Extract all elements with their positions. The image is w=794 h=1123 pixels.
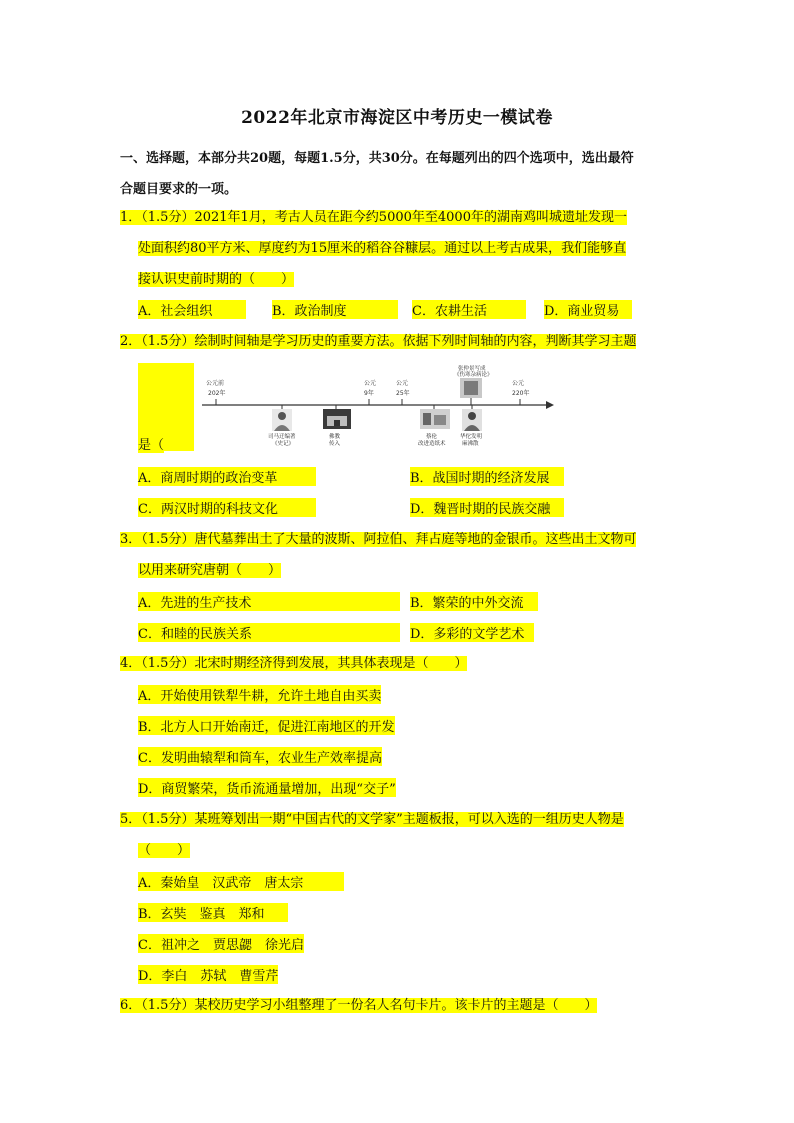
- tick-label-year: 202年: [208, 390, 226, 397]
- tick-label-era: 公元: [396, 380, 409, 387]
- event-label: 张仲景写成: [458, 366, 486, 372]
- option-d[interactable]: D．李白 苏轼 曹雪芹: [138, 965, 278, 984]
- portrait-icon: [462, 409, 482, 431]
- option-c[interactable]: C．发明曲辕犁和筒车，农业生产效率提高: [138, 747, 382, 766]
- option-b[interactable]: B．繁荣的中外交流: [410, 592, 538, 611]
- option-b[interactable]: B．玄奘 鉴真 郑和: [138, 903, 288, 922]
- question-3: [120, 524, 680, 586]
- option-c[interactable]: C．农耕生活: [412, 300, 526, 319]
- question-2-line-1: 2．（1.5分）绘制时间轴是学习历史的重要方法。依据下列时间轴的内容，判断其学习主题: [120, 334, 637, 349]
- event-label: 司马迁编著: [268, 434, 296, 440]
- question-1: [120, 202, 680, 295]
- event-label: 蔡伦: [426, 434, 438, 440]
- option-b[interactable]: B．政治制度: [272, 300, 398, 319]
- tick-label-year: 9年: [364, 390, 374, 397]
- tick-label-year: 220年: [512, 390, 530, 397]
- option-a[interactable]: A．先进的生产技术: [138, 592, 400, 611]
- option-a[interactable]: A．秦始皇 汉武帝 唐太宗: [138, 872, 344, 891]
- arrow-icon: [546, 401, 554, 409]
- tick-label-era: 公元前: [206, 380, 225, 387]
- event-label: 华佗发明: [460, 434, 483, 440]
- event-label: 《史记》: [272, 441, 295, 447]
- event-label: 传入: [329, 441, 341, 447]
- section-line-2: 合题目要求的一项。: [120, 182, 238, 197]
- question-5-line-1: 5．（1.5分）某班筹划出一期“中国古代的文学家”主题板报，可以入选的一组历史人物是: [120, 812, 624, 827]
- timeline-svg: [138, 363, 678, 451]
- event-label: 改进造纸术: [418, 441, 446, 447]
- question-1-line-2: 处面积约80平方米、厚度约为15厘米的稻谷谷糠层。通过以上考古成果，我们能够直: [138, 241, 627, 256]
- question-5: [120, 804, 680, 866]
- tick-label-year: 25年: [396, 390, 410, 397]
- event-label: 麻沸散: [462, 441, 479, 447]
- tick-label-era: 公元: [512, 380, 525, 387]
- question-3-line-1: 3．（1.5分）唐代墓葬出土了大量的波斯、阿拉伯、拜占庭等地的金银币。这些出土文物可: [120, 532, 637, 547]
- option-a[interactable]: A．开始使用铁犁牛耕，允许土地自由买卖: [138, 685, 381, 704]
- option-b[interactable]: B．战国时期的经济发展: [410, 467, 564, 486]
- question-3-line-2: 以用来研究唐朝（ ）: [138, 563, 282, 578]
- option-c[interactable]: C．两汉时期的科技文化: [138, 498, 316, 517]
- question-6: [120, 990, 680, 1021]
- option-d[interactable]: D．商贸繁荣，货币流通量增加，出现“交子”: [138, 778, 396, 797]
- section-line-1: 一、选择题，本部分共20题，每题1.5分，共30分。在每题列出的四个选项中，选出最符: [120, 151, 634, 166]
- option-d[interactable]: D．多彩的文学艺术: [410, 623, 534, 642]
- section-instructions: [120, 143, 680, 205]
- option-c[interactable]: C．和睦的民族关系: [138, 623, 400, 642]
- question-2-line-2: 是（: [138, 438, 165, 453]
- question-4-line-1: 4．（1.5分）北宋时期经济得到发展，其具体表现是（ ）: [120, 656, 468, 671]
- option-a[interactable]: A．商周时期的政治变革: [138, 467, 316, 486]
- tick-label-era: 公元: [364, 380, 377, 387]
- question-4: [120, 648, 680, 679]
- question-6-line-1: 6．（1.5分）某校历史学习小组整理了一份名人名句卡片。该卡片的主题是（ ）: [120, 998, 598, 1013]
- portrait-icon: [272, 409, 292, 431]
- option-c[interactable]: C．祖冲之 贾思勰 徐光启: [138, 934, 304, 953]
- event-label: 佛教: [329, 434, 341, 440]
- option-d[interactable]: D．商业贸易: [544, 300, 632, 319]
- question-1-line-1: 1．（1.5分）2021年1月，考古人员在距今约5000年至4000年的湖南鸡叫城遗址发现一: [120, 210, 627, 225]
- question-2: [120, 326, 680, 357]
- timeline-figure: [138, 363, 678, 451]
- event-label: 《伤寒杂病论》: [454, 372, 493, 378]
- question-1-line-3: 接认识史前时期的（ ）: [138, 272, 295, 287]
- option-d[interactable]: D．魏晋时期的民族交融: [410, 498, 564, 517]
- option-a[interactable]: A．社会组织: [138, 300, 246, 319]
- book-icon: [460, 378, 482, 398]
- papermaking-icon: [420, 409, 450, 429]
- exam-title: 2022年北京市海淀区中考历史一模试卷: [241, 108, 553, 128]
- option-b[interactable]: B．北方人口开始南迁，促进江南地区的开发: [138, 716, 395, 735]
- temple-icon: [323, 409, 351, 429]
- question-5-line-2: （ ）: [138, 843, 191, 858]
